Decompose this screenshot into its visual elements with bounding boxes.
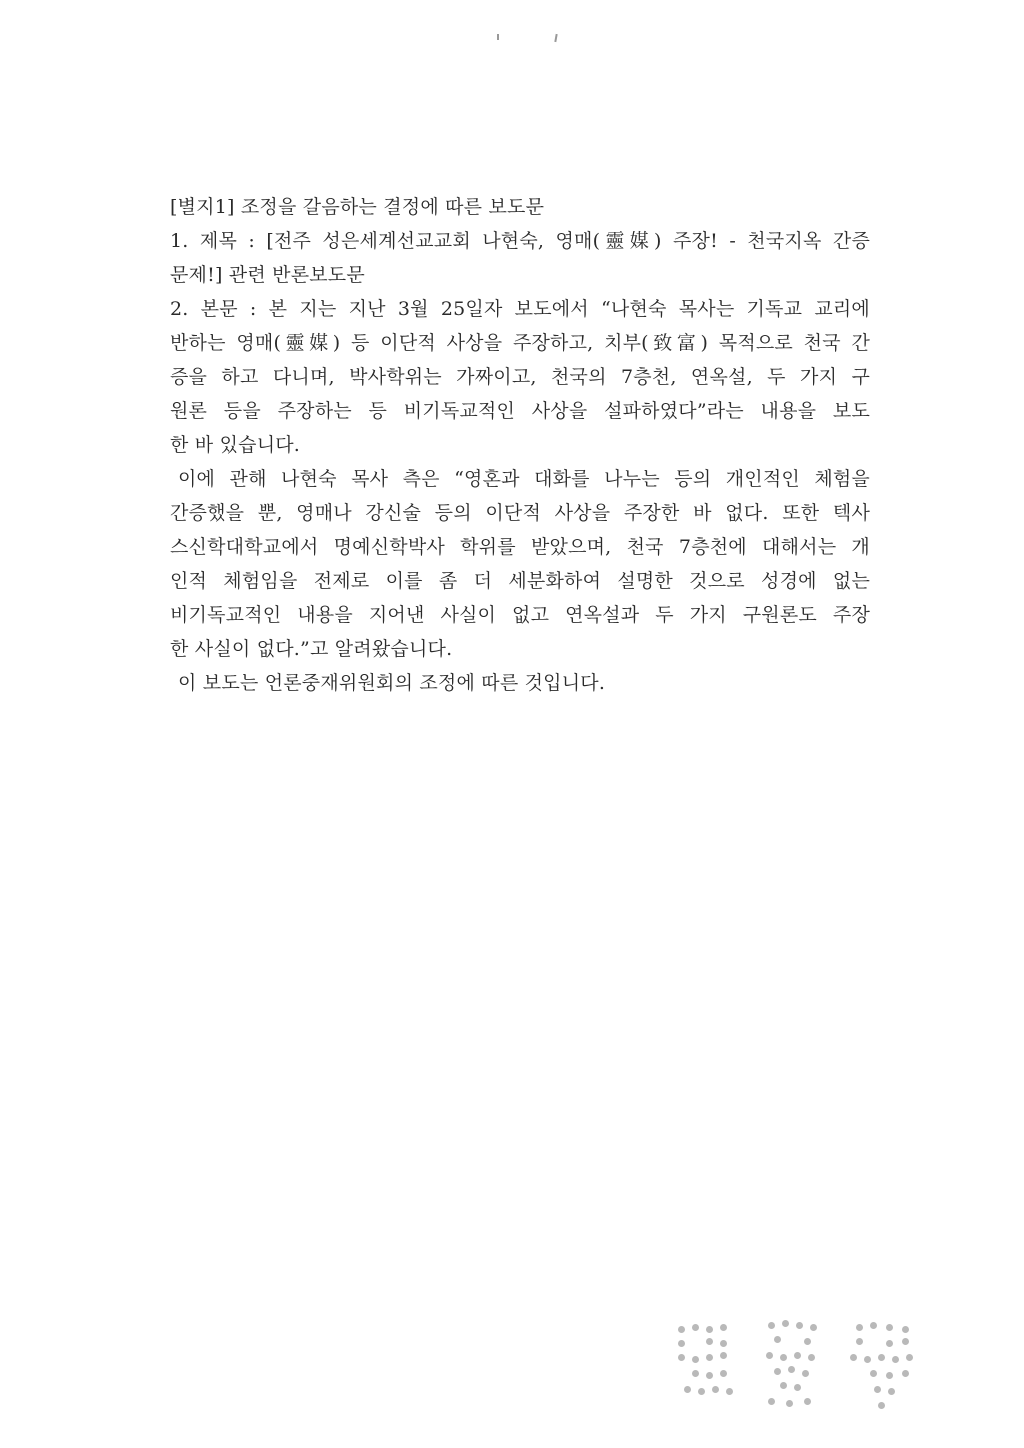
stamp-dot <box>886 1340 893 1347</box>
stamp-dot <box>766 1352 773 1359</box>
stamp-dot <box>692 1356 699 1363</box>
body-line-4: 원론 등을 주장하는 등 비기독교적인 사상을 설파하였다”라는 내용을 보도 <box>170 400 870 422</box>
stamp-dot <box>706 1326 713 1333</box>
stamp-dot <box>902 1370 909 1377</box>
rebuttal-line-3: 스신학대학교에서 명예신학박사 학위를 받았으며, 천국 7층천에 대해서는 개 <box>170 536 870 558</box>
body-line-2: 반하는 영매(靈媒) 등 이단적 사상을 주장하고, 치부(致富) 목적으로 천국 간 <box>170 332 870 354</box>
stamp-dot <box>782 1320 789 1327</box>
stamp-dot <box>892 1356 899 1363</box>
stamp-dot <box>886 1324 893 1331</box>
stamp-dot <box>720 1370 727 1377</box>
stamp-dot <box>678 1340 685 1347</box>
stamp-dot <box>678 1326 685 1333</box>
stamp-dot <box>850 1354 857 1361</box>
document-heading: [별지1] 조정을 갈음하는 결정에 따른 보도문 <box>170 196 545 218</box>
stamp-dot <box>720 1352 727 1359</box>
stamp-dot <box>706 1338 713 1345</box>
stamp-dot <box>906 1354 913 1361</box>
stamp-dot <box>768 1322 775 1329</box>
rebuttal-line-5: 비기독교적인 내용을 지어낸 사실이 없고 연옥설과 두 가지 구원론도 주장 <box>170 604 870 626</box>
title-line-2: 문제!] 관련 반론보도문 <box>170 264 365 286</box>
stamp-dot <box>874 1386 881 1393</box>
rebuttal-line-6: 한 사실이 없다.”고 알려왔습니다. <box>170 638 453 660</box>
stamp-dot <box>720 1340 727 1347</box>
stamp-dot <box>856 1324 863 1331</box>
stamp-dot <box>720 1324 727 1331</box>
stamp-dot <box>712 1386 719 1393</box>
stamp-dot <box>692 1324 699 1331</box>
stamp-dot <box>768 1398 775 1405</box>
stamp-dot <box>864 1356 871 1363</box>
stamp-dot <box>706 1354 713 1361</box>
press-release-body <box>170 190 870 700</box>
stamp-dot <box>780 1382 787 1389</box>
stamp-dot <box>878 1354 885 1361</box>
rebuttal-line-4: 인적 체험임을 전제로 이를 좀 더 세분화하여 설명한 것으로 성경에 없는 <box>170 570 870 592</box>
stamp-dot <box>804 1338 811 1345</box>
stamp-dot <box>870 1370 877 1377</box>
stamp-dot <box>886 1372 893 1379</box>
body-line-5: 한 바 있습니다. <box>170 434 301 456</box>
rebuttal-line-1: 이에 관해 나현숙 목사 측은 “영혼과 대화를 나누는 등의 개인적인 체험을 <box>178 468 870 490</box>
stamp-dot <box>788 1366 795 1373</box>
stamp-dot <box>780 1354 787 1361</box>
stamp-dot <box>878 1402 885 1409</box>
stamp-dot <box>692 1370 699 1377</box>
stamp-dot <box>698 1388 705 1395</box>
stamp-dot <box>856 1338 863 1345</box>
stamp-dot <box>786 1400 793 1407</box>
stamp-dot <box>902 1338 909 1345</box>
stamp-dot <box>796 1322 803 1329</box>
stamp-dot <box>706 1372 713 1379</box>
stamp-dot <box>774 1336 781 1343</box>
title-line-1: 1. 제목 : [전주 성은세계선교교회 나현숙, 영매(靈媒) 주장! - 천국지옥 간증 <box>170 230 870 252</box>
stamp-dot <box>888 1388 895 1395</box>
stamp-dot <box>810 1324 817 1331</box>
dotted-seal-stamp <box>670 1316 920 1428</box>
body-line-1: 2. 본문 : 본 지는 지난 3월 25일자 보도에서 “나현숙 목사는 기독교 교리에 <box>170 298 870 320</box>
stamp-dot <box>794 1384 801 1391</box>
stamp-dot <box>808 1354 815 1361</box>
rebuttal-line-2: 간증했을 뿐, 영매나 강신술 등의 이단적 사상을 주장한 바 없다. 또한 텍사 <box>170 502 870 524</box>
closing-line: 이 보도는 언론중재위원회의 조정에 따른 것입니다. <box>178 672 606 694</box>
stamp-dot <box>902 1326 909 1333</box>
stamp-dot <box>794 1352 801 1359</box>
body-line-3: 증을 하고 다니며, 박사학위는 가짜이고, 천국의 7층천, 연옥설, 두 가지 구 <box>170 366 870 388</box>
stamp-dot <box>726 1388 733 1395</box>
stamp-dot <box>870 1322 877 1329</box>
stamp-dot <box>678 1354 685 1361</box>
stamp-dot <box>804 1398 811 1405</box>
scan-marks <box>497 34 567 46</box>
stamp-dot <box>802 1370 809 1377</box>
stamp-dot <box>774 1368 781 1375</box>
stamp-dot <box>684 1386 691 1393</box>
